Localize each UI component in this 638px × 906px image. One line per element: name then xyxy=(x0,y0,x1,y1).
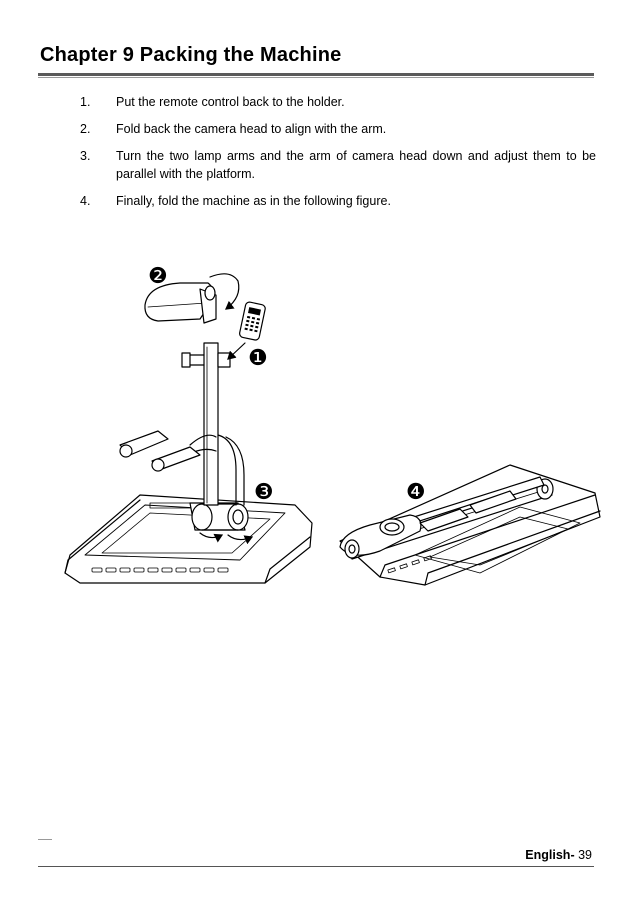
step-number: 3. xyxy=(80,149,91,163)
step-number: 1. xyxy=(80,95,91,109)
list-item xyxy=(80,120,596,138)
footer-divider xyxy=(38,866,594,867)
footer-language: English- xyxy=(525,848,575,862)
list-item xyxy=(80,147,596,183)
callout-3: ❸ xyxy=(254,480,274,505)
step-text: Fold back the camera head to align with the arm. xyxy=(116,122,387,136)
page-title: Chapter 9 Packing the Machine xyxy=(40,44,342,66)
callout-4: ❹ xyxy=(406,480,426,505)
step-number: 2. xyxy=(80,122,91,136)
page-footer xyxy=(525,848,592,862)
folded-machine-illustration xyxy=(340,465,600,585)
unfolded-machine-illustration xyxy=(65,274,312,583)
step-text: Put the remote control back to the holder. xyxy=(116,95,345,109)
step-text: Turn the two lamp arms and the arm of camera head down and adjust them to be parallel with the platform. xyxy=(116,149,596,181)
step-number: 4. xyxy=(80,194,91,208)
title-divider-thin xyxy=(38,77,594,78)
list-item xyxy=(80,192,596,210)
footer-mark xyxy=(38,839,52,840)
list-item xyxy=(80,93,596,111)
step-list xyxy=(80,93,596,219)
callout-1: ❶ xyxy=(248,346,268,371)
callout-2: ❷ xyxy=(148,264,168,289)
title-divider xyxy=(38,73,594,76)
packing-figure xyxy=(40,255,610,600)
page-number: 39 xyxy=(578,848,592,862)
step-text: Finally, fold the machine as in the following figure. xyxy=(116,194,391,208)
